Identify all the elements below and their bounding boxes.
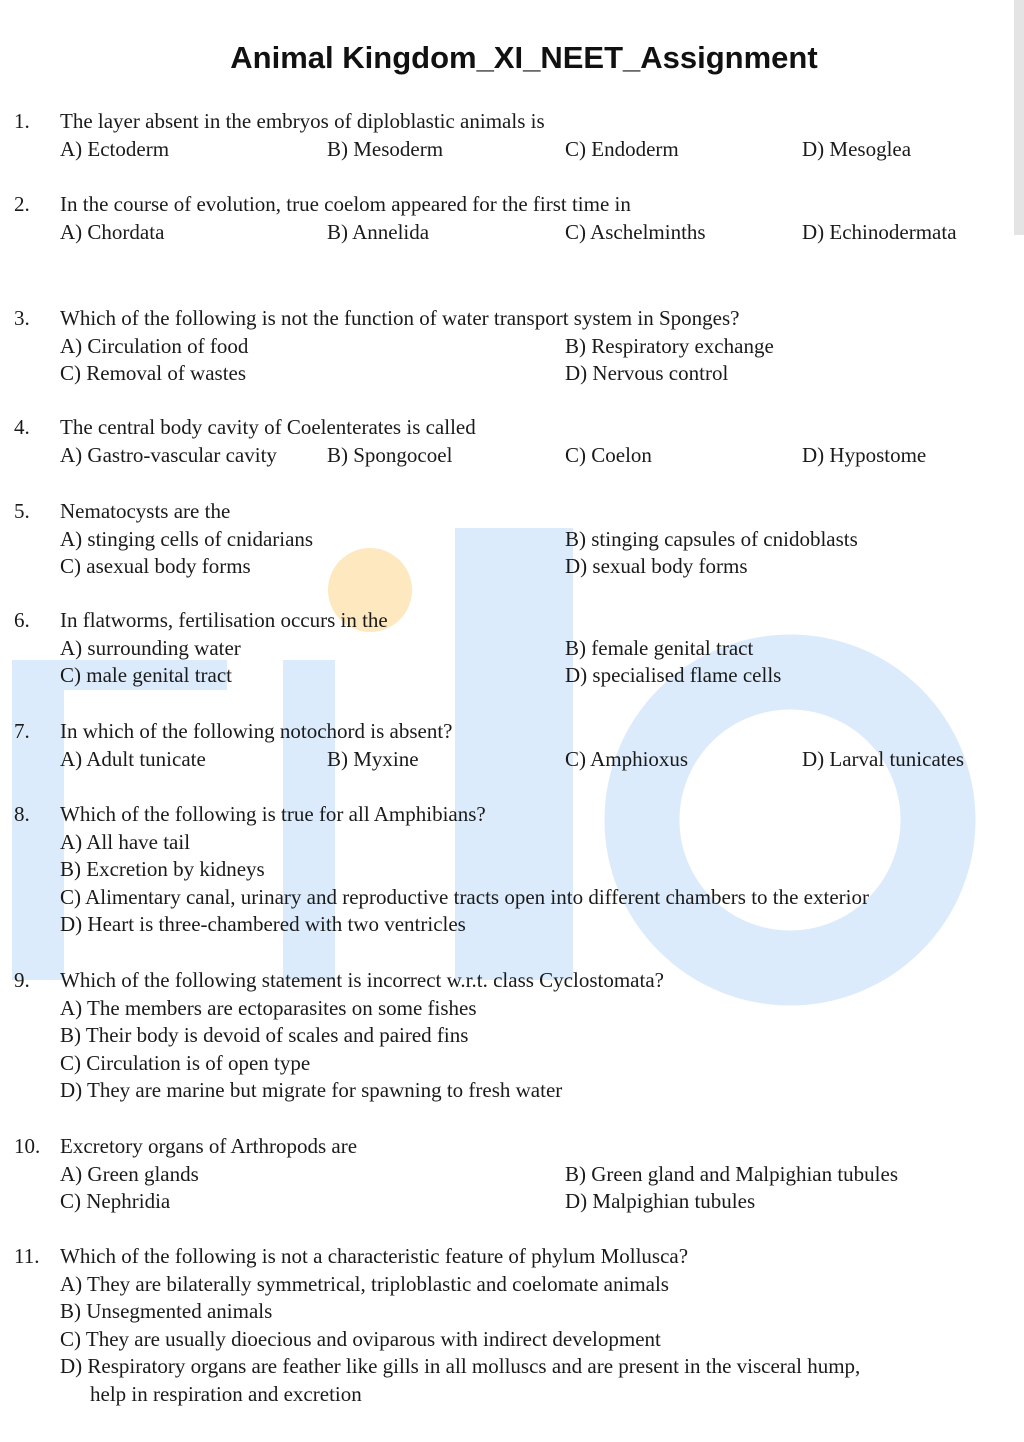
question-text: In flatworms, fertilisation occurs in the (60, 608, 388, 632)
question-text: Which of the following is not the function of water transport system in Sponges? (60, 306, 740, 330)
question-7 (0, 718, 1024, 773)
option-d-continuation: help in respiration and excretion (90, 1381, 362, 1406)
option-d: D) Mesoglea (802, 136, 912, 161)
question-number: 4. (14, 415, 30, 439)
option-c: C) They are usually dioecious and oviparous with indirect development (60, 1326, 661, 1351)
option-b: B) Myxine (327, 746, 419, 771)
question-2 (0, 191, 1024, 246)
option-a: A) Green glands (60, 1161, 199, 1186)
question-4 (0, 414, 1024, 469)
question-number: 9. (14, 968, 30, 992)
option-d: D) They are marine but migrate for spawning to fresh water (60, 1078, 563, 1102)
option-b: B) stinging capsules of cnidoblasts (565, 526, 858, 551)
option-b: B) Excretion by kidneys (60, 857, 265, 881)
option-c: C) Amphioxus (565, 746, 689, 771)
option-a: A) All have tail (60, 829, 191, 854)
option-a: A) They are bilaterally symmetrical, triploblastic and coelomate animals (60, 1271, 669, 1296)
question-5 (0, 498, 1024, 581)
question-text: In the course of evolution, true coelom appeared for the first time in (60, 192, 631, 216)
question-6 (0, 607, 1024, 690)
question-number: 7. (14, 719, 30, 743)
option-d: D) Heart is three-chambered with two ventricles (60, 912, 466, 936)
question-text: Which of the following statement is incorrect w.r.t. class Cyclostomata? (60, 968, 664, 992)
question-number: 5. (14, 499, 30, 523)
option-b: B) Unsegmented animals (60, 1299, 273, 1323)
question-8 (0, 801, 1024, 939)
question-3 (0, 305, 1024, 388)
option-c: C) Coelon (565, 442, 652, 467)
option-b: B) Mesoderm (327, 136, 444, 161)
option-c: C) Circulation is of open type (60, 1050, 311, 1075)
question-text: The layer absent in the embryos of diploblastic animals is (60, 109, 545, 133)
option-c: C) Aschelminths (565, 219, 706, 244)
question-9 (0, 967, 1024, 1105)
option-b: B) Annelida (327, 219, 430, 244)
option-b: B) Their body is devoid of scales and paired fins (60, 1023, 469, 1047)
question-number: 10. (14, 1134, 41, 1158)
option-c: C) Removal of wastes (60, 361, 247, 385)
question-number: 2. (14, 192, 30, 216)
question-number: 6. (14, 608, 30, 632)
option-c: C) Endoderm (565, 136, 679, 161)
option-a: A) Chordata (60, 219, 165, 244)
option-c: C) male genital tract (60, 663, 233, 687)
option-d: D) specialised flame cells (565, 663, 782, 687)
question-number: 3. (14, 306, 30, 330)
option-b: B) Spongocoel (327, 442, 453, 467)
option-d: D) Hypostome (802, 442, 927, 467)
option-a: A) Circulation of food (60, 333, 249, 358)
question-text: Which of the following is not a characteristic feature of phylum Mollusca? (60, 1244, 689, 1268)
option-d: D) sexual body forms (565, 554, 748, 578)
option-b: B) Respiratory exchange (565, 333, 774, 358)
option-b: B) Green gland and Malpighian tubules (565, 1161, 899, 1186)
option-d: D) Malpighian tubules (565, 1189, 756, 1213)
question-number: 8. (14, 802, 30, 826)
question-1 (0, 108, 1024, 163)
option-c: C) Nephridia (60, 1189, 171, 1213)
option-d: D) Respiratory organs are feather like gills in all molluscs and are present in the visceral hump, (60, 1354, 861, 1378)
option-d: D) Larval tunicates (802, 746, 965, 771)
question-11 (0, 1243, 1024, 1408)
option-d: D) Echinodermata (802, 219, 957, 244)
option-c: C) Alimentary canal, urinary and reproductive tracts open into different chambers to the exterior (60, 884, 869, 909)
option-c: C) asexual body forms (60, 554, 251, 578)
question-number: 1. (14, 109, 30, 133)
option-b: B) female genital tract (565, 635, 754, 660)
page-title: Animal Kingdom_XI_NEET_Assignment (230, 40, 818, 75)
option-a: A) Adult tunicate (60, 746, 206, 771)
question-text: The central body cavity of Coelenterates is called (60, 415, 476, 439)
option-a: A) Gastro-vascular cavity (60, 442, 277, 467)
question-number: 11. (14, 1244, 40, 1268)
question-text: Nematocysts are the (60, 499, 231, 523)
option-a: A) The members are ectoparasites on some fishes (60, 995, 477, 1020)
question-text: Which of the following is true for all Amphibians? (60, 802, 486, 826)
question-text: In which of the following notochord is absent? (60, 719, 453, 743)
option-a: A) stinging cells of cnidarians (60, 526, 314, 551)
scrollbar[interactable] (1014, 0, 1024, 235)
option-d: D) Nervous control (565, 361, 729, 385)
question-10 (0, 1133, 1024, 1216)
question-text: Excretory organs of Arthropods are (60, 1134, 358, 1158)
option-a: A) Ectoderm (60, 136, 170, 161)
option-a: A) surrounding water (60, 635, 241, 660)
